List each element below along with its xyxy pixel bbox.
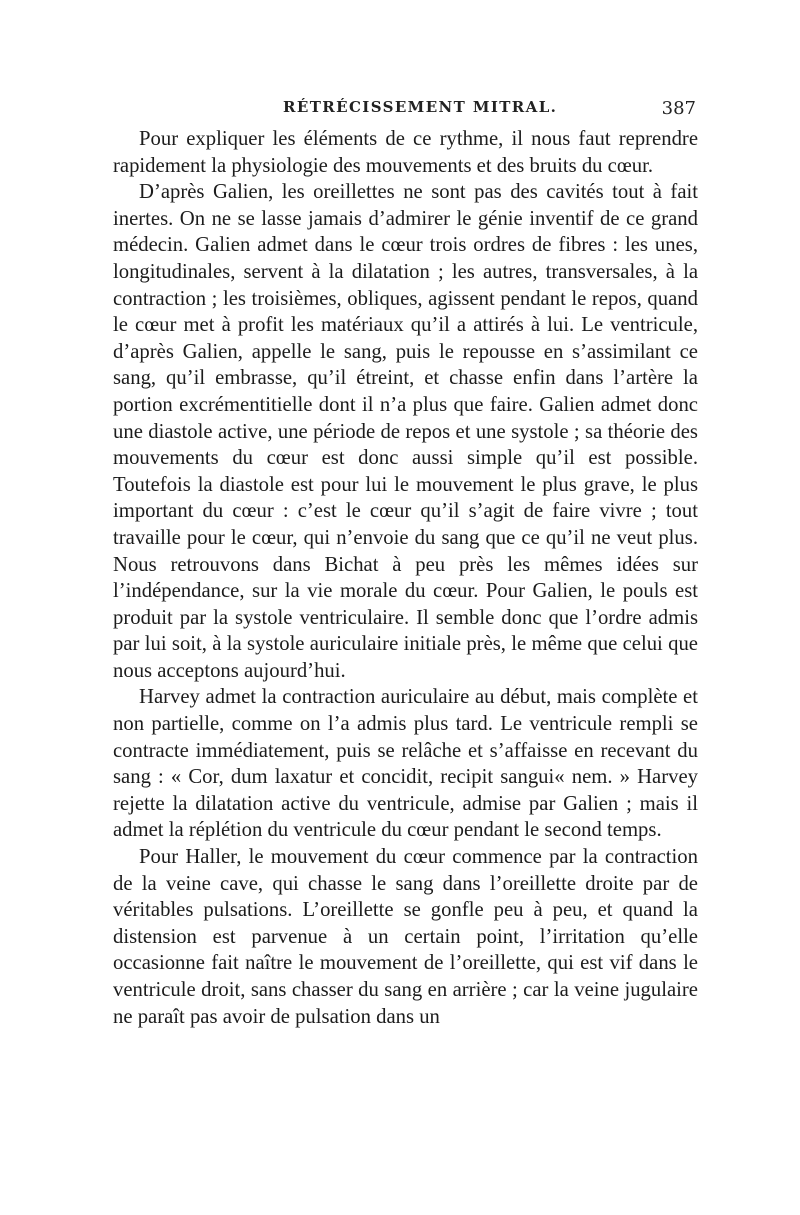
running-title: RÉTRÉCISSEMENT MITRAL. [283, 98, 558, 116]
body-text [113, 126, 698, 1030]
book-page [113, 98, 698, 1030]
page-number: 387 [661, 98, 696, 119]
paragraph-galien: D’après Galien, les oreillettes ne sont pas des cavités tout à fait inertes. On ne se lasse jamais d’admirer le génie inventif de ce grand médecin. Galien admet dans le cœur trois ordres de fibres : les unes, longitudinales, servent à la dilatation ; les autres, transversales, à la contraction ; les troisièmes, obliques, agissent pendant le repos, quand le cœur met à profit les matériaux qu’il a attirés à lui. Le ventricule, d’après Galien, appelle le sang, puis le repousse en s’assimilant ce sang, qu’il embrasse, qu’il étreint, et chasse enfin dans l’artère la portion excrémentitielle dont il n’a plus que faire. Galien admet donc une diastole active, une période de repos et une systole ; sa théorie des mouvements du cœur est donc aussi simple qu’il est possible. Toutefois la diastole est pour lui le mouvement le plus grave, le plus important du cœur : c’est le cœur qu’il s’agit de faire vivre ; tout travaille pour le cœur, qui n’envoie du sang que ce qu’il ne veut plus. Nous retrouvons dans Bichat à peu près les mêmes idées sur l’indépendance, sur la vie morale du cœur. Pour Galien, le pouls est produit par la systole ventriculaire. Il semble donc que l’ordre admis par lui soit, à la systole auriculaire initiale près, le même que celui que nous acceptons aujourd’hui. [113, 181, 698, 682]
paragraph-rhythm: Pour expliquer les éléments de ce rythme, il nous faut reprendre rapidement la physiologie des mouvements et des bruits du cœur. [113, 128, 698, 177]
paragraph-haller: Pour Haller, le mouvement du cœur commence par la contraction de la veine cave, qui chasse le sang dans l’oreillette droite par de véritables pulsations. L’oreillette se gonfle peu à peu, et quand la distension est parvenue à un certain point, l’irritation qu’elle occasionne fait naître le mouvement de l’oreillette, qui est vif dans le ventricule droit, sans chasser du sang en arrière ; car la veine jugulaire ne paraît pas avoir de pulsation dans un [113, 846, 698, 1028]
paragraph-harvey: Harvey admet la contraction auriculaire au début, mais complète et non partielle, comme on l’a admis plus tard. Le ventricule rempli se contracte immédiatement, puis se relâche et s’affaisse en recevant du sang : « Cor, dum laxatur et concidit, recipit sangui« nem. » Harvey rejette la dilatation active du ventricule, admise par Galien ; mais il admet la réplétion du ventricule du cœur pendant le second temps. [113, 686, 698, 842]
running-header [113, 98, 698, 126]
